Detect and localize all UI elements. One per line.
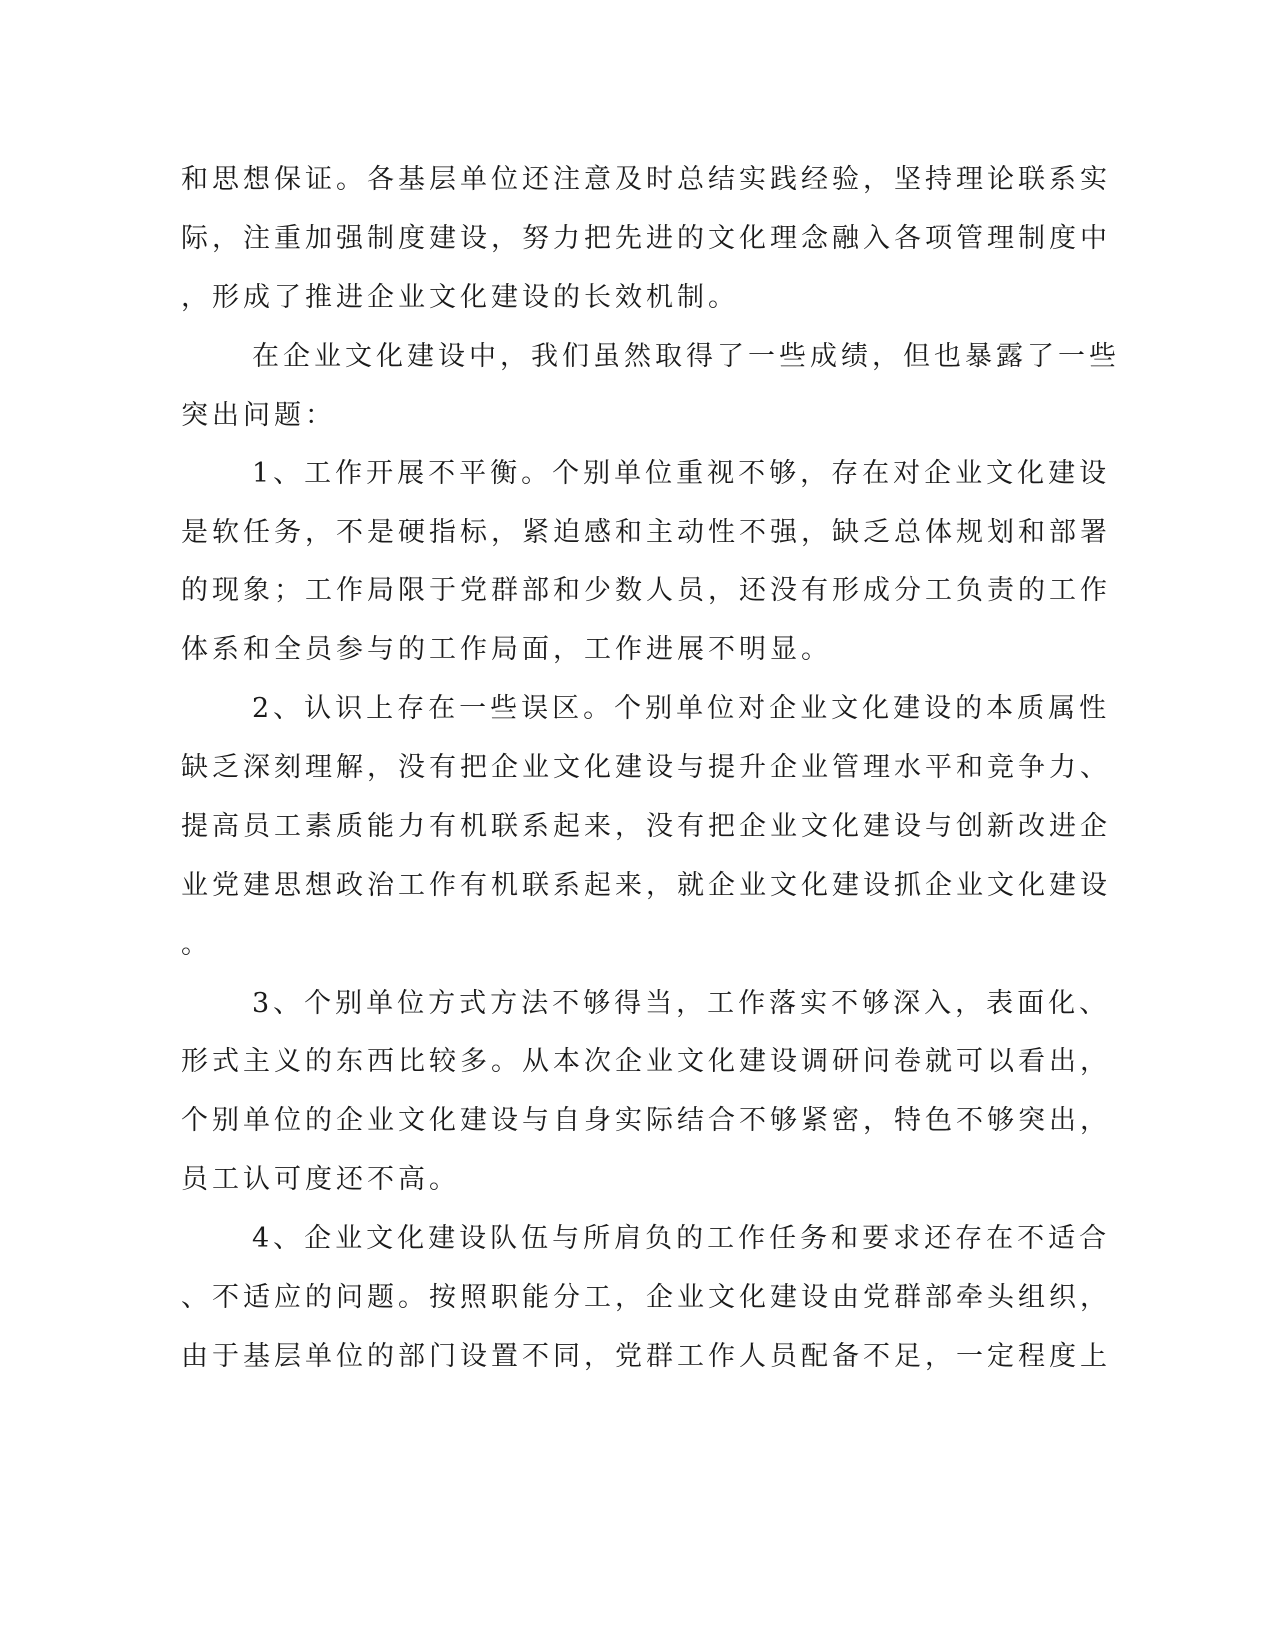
text-line: 突出问题： [181,400,336,431]
text-line: 在企业文化建设中，我们虽然取得了一些成绩，但也暴露了一些 [252,341,1120,372]
text-line: 和思想保证。各基层单位还注意及时总结实践经验，坚持理论联系实 [181,164,1111,195]
text-line: 缺乏深刻理解，没有把企业文化建设与提升企业管理水平和竞争力、 [181,752,1111,783]
text-line: 4、企业文化建设队伍与所肩负的工作任务和要求还存在不适合 [252,1223,1111,1254]
text-line: 2、认识上存在一些误区。个别单位对企业文化建设的本质属性 [252,693,1111,724]
text-line: 际，注重加强制度建设，努力把先进的文化理念融入各项管理制度中 [181,223,1111,254]
text-line: 1、工作开展不平衡。个别单位重视不够，存在对企业文化建设 [252,458,1111,489]
text-line: ，形成了推进企业文化建设的长效机制。 [181,282,739,313]
text-line: 。 [181,929,212,960]
text-line: 员工认可度还不高。 [181,1164,460,1195]
text-line: 提高员工素质能力有机联系起来，没有把企业文化建设与创新改进企 [181,811,1111,842]
text-line: 个别单位的企业文化建设与自身实际结合不够紧密，特色不够突出， [181,1105,1111,1136]
text-line: 是软任务，不是硬指标，紧迫感和主动性不强，缺乏总体规划和部署 [181,517,1111,548]
text-line: 由于基层单位的部门设置不同，党群工作人员配备不足，一定程度上 [181,1341,1111,1372]
text-line: 体系和全员参与的工作局面，工作进展不明显。 [181,634,832,665]
text-line: 3、个别单位方式方法不够得当，工作落实不够深入，表面化、 [252,988,1111,1019]
text-line: 业党建思想政治工作有机联系起来，就企业文化建设抓企业文化建设 [181,870,1111,901]
text-line: 的现象；工作局限于党群部和少数人员，还没有形成分工负责的工作 [181,575,1111,606]
text-line: 、不适应的问题。按照职能分工，企业文化建设由党群部牵头组织， [181,1282,1111,1313]
text-line: 形式主义的东西比较多。从本次企业文化建设调研问卷就可以看出， [181,1046,1111,1077]
